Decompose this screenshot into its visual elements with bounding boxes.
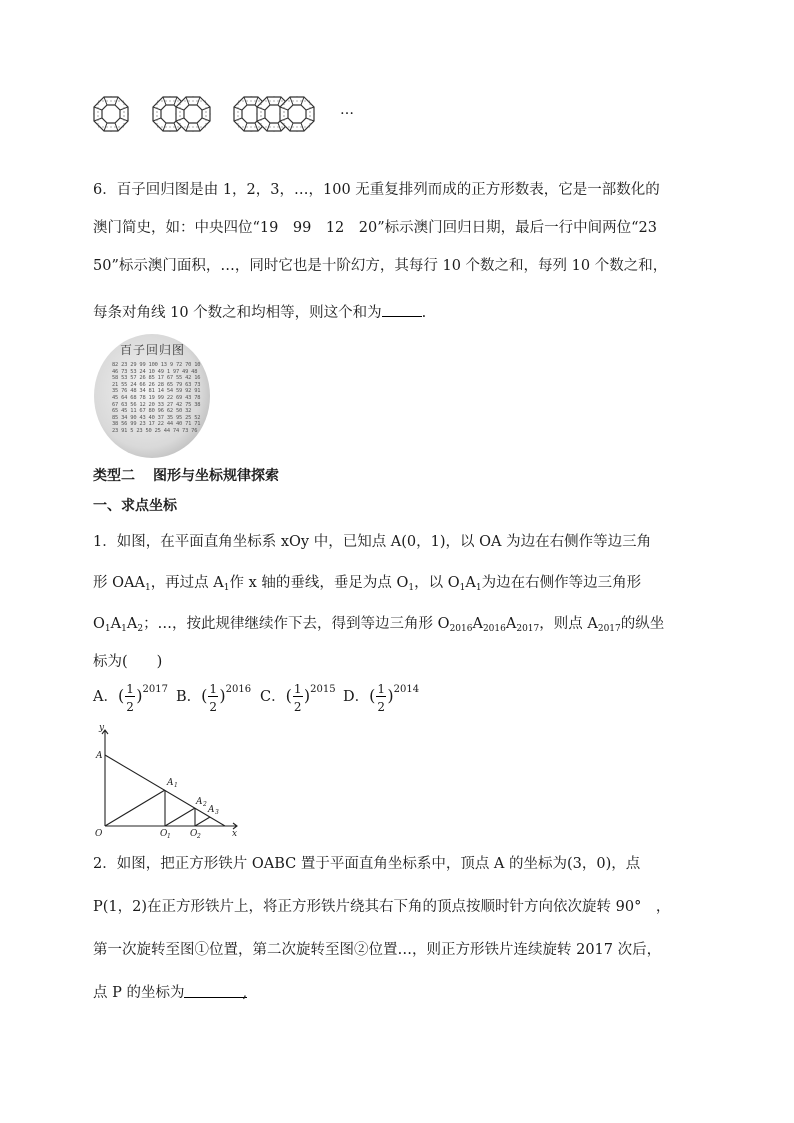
q1-text-e: A <box>465 575 476 591</box>
sub-1: 1 <box>104 624 111 634</box>
paren-open: ( <box>117 686 125 705</box>
p6-line-4 <box>93 302 426 323</box>
grid-row: 82 23 29 99 100 13 9 72 70 10 <box>112 362 201 368</box>
paren-close: ) <box>387 686 394 705</box>
exponent: 2017 <box>142 684 168 695</box>
grid-row: 67 63 56 12 20 33 27 42 75 38 <box>112 401 201 408</box>
option-letter: C． <box>260 689 286 705</box>
q1-text-k: A <box>472 616 483 632</box>
grid-row: 58 53 57 26 85 17 67 55 42 16 <box>112 375 201 382</box>
paren-close: ) <box>303 686 311 705</box>
q2-line-4-text: 点 P 的坐标为 <box>93 985 185 1001</box>
type-heading <box>93 466 279 486</box>
q2-line-2: P(1，2)在正方形铁片上，将正方形铁片绕其右下角的顶点按顺时针方向依次旋转 90° ， <box>93 899 671 915</box>
type-label: 类型二 <box>93 468 135 484</box>
paren-close: ) <box>136 686 143 705</box>
sub-heading: 一、求点坐标 <box>93 498 177 514</box>
option-c[interactable] <box>260 682 336 712</box>
label-o: O <box>95 829 103 839</box>
grid-row: 45 64 68 78 19 99 22 69 43 78 <box>112 394 201 401</box>
sub-1: 1 <box>408 583 415 593</box>
label-a1-sub: 1 <box>174 782 178 789</box>
denominator: 2 <box>377 700 386 714</box>
side-o-a1 <box>105 790 165 826</box>
fraction <box>124 682 136 712</box>
label-o2-sub: 2 <box>197 833 201 840</box>
q1-text-i: A <box>126 616 138 632</box>
sub-1: 1 <box>475 583 482 593</box>
label-a2: A <box>196 797 203 807</box>
hundred-number-figure <box>94 334 210 458</box>
label-a: A <box>96 751 103 761</box>
numerator: 1 <box>209 682 218 696</box>
q1-text-b: ，再过点 A <box>150 575 224 591</box>
option-b[interactable] <box>176 682 251 712</box>
q1-text-c: 作 x 轴的垂线，垂足为点 O <box>229 575 409 591</box>
q2-line-4 <box>93 983 247 1003</box>
p6-line-2: 澳门简史，如：中央四位“19 99 12 20”标示澳门回归日期，最后一行中间两位“23 <box>93 220 657 236</box>
grid-row: 85 34 90 43 40 37 35 95 25 52 <box>112 414 201 421</box>
figure-3-rings <box>234 97 314 131</box>
sub-2016: 2016 <box>449 624 473 634</box>
sequence-ellipsis: … <box>340 102 354 118</box>
option-letter: B． <box>176 689 202 705</box>
q2-line-1: 2．如图，把正方形铁片 OABC 置于平面直角坐标系中，顶点 A 的坐标为(3，0)，点 <box>93 856 641 872</box>
paren-close: ) <box>219 686 226 705</box>
denominator: 2 <box>126 700 134 714</box>
paren-open: ( <box>369 686 376 705</box>
figure-title: 百子回归图 <box>120 343 186 357</box>
denominator: 2 <box>209 700 218 714</box>
fraction <box>207 682 219 712</box>
q1-text-l: A <box>505 616 517 632</box>
figure-2-rings <box>153 97 210 131</box>
type-title: 图形与坐标规律探索 <box>153 468 279 484</box>
label-o2: O <box>190 829 198 839</box>
q1-text-m: ，则点 A <box>539 616 598 632</box>
denominator: 2 <box>293 700 302 714</box>
grid-row: 38 56 99 23 17 22 44 40 71 71 <box>112 421 201 428</box>
q1-text-h: A <box>110 616 122 632</box>
octagon-ring-figures <box>88 92 348 136</box>
option-letter: A． <box>93 689 118 705</box>
number-grid <box>112 362 200 435</box>
triangle-diagram <box>90 722 250 840</box>
option-a[interactable] <box>93 682 168 712</box>
q1-text-j: ；…，按此规律继续作下去，得到等边三角形 O <box>143 616 450 632</box>
numerator: 1 <box>293 682 302 696</box>
q1-line-2 <box>93 573 641 598</box>
fraction <box>292 682 304 712</box>
label-o1-sub: 1 <box>167 833 171 840</box>
sub-2017: 2017 <box>597 624 621 634</box>
sub-1: 1 <box>144 583 151 593</box>
sub-2: 2 <box>137 624 144 634</box>
q2-line-3: 第一次旋转至图①位置，第二次旋转至图②位置…，则正方形铁片连续旋转 2017 次后， <box>93 942 662 958</box>
exponent: 2016 <box>225 684 252 695</box>
side-o1-a2 <box>165 808 195 826</box>
numerator: 1 <box>377 682 386 696</box>
sub-1: 1 <box>459 583 466 593</box>
answer-blank-2[interactable]: , <box>184 985 248 1001</box>
side-o2-a3 <box>195 817 210 826</box>
p6-line-4-end: . <box>421 305 427 321</box>
q1-line-1: 1．如图，在平面直角坐标系 xOy 中，已知点 A(0，1)，以 OA 为边在右侧作等边三角 <box>93 534 652 550</box>
label-a3: A <box>208 805 215 815</box>
sub-1: 1 <box>121 624 127 634</box>
label-o1: O <box>160 829 168 839</box>
figure-1-ring <box>94 97 128 131</box>
grid-row: 65 45 11 67 80 96 62 50 32 <box>112 408 192 415</box>
p6-line-1: 6．百子回归图是由 1，2，3，…，100 无重复排列而成的正方形数表，它是一部数化的 <box>93 182 660 198</box>
sub-1: 1 <box>223 583 230 593</box>
sub-2016: 2016 <box>482 624 506 634</box>
label-a2-sub: 2 <box>203 801 207 808</box>
label-x: x <box>232 829 238 839</box>
exponent: 2015 <box>310 684 336 695</box>
label-a1: A <box>167 778 174 788</box>
p6-line-4-text: 每条对角线 10 个数之和均相等，则这个和为 <box>93 305 382 321</box>
q1-line-4: 标为( ) <box>93 654 163 670</box>
paren-open: ( <box>201 686 208 705</box>
grid-row: 35 76 48 34 81 14 54 59 92 91 <box>112 388 201 395</box>
grid-row: 23 91 5 23 50 25 44 74 73 76 <box>112 427 198 434</box>
sub-2017: 2017 <box>516 624 540 634</box>
label-y: y <box>99 723 105 733</box>
label-a3-sub: 3 <box>215 809 219 816</box>
q1-text-f: 为边在右侧作等边三角形 <box>481 575 642 591</box>
option-letter: D． <box>343 689 370 705</box>
q1-text-d: ，以 O <box>414 575 460 591</box>
option-d[interactable] <box>343 682 419 712</box>
grid-row: 21 55 24 66 26 28 65 79 63 73 <box>112 381 201 388</box>
exponent: 2014 <box>393 684 420 695</box>
fraction <box>375 682 387 712</box>
numerator: 1 <box>126 682 134 696</box>
q1-line-3 <box>93 614 664 639</box>
q1-text-a: 形 OAA <box>93 575 145 591</box>
p6-line-3: 50”标示澳门面积，…，同时它也是十阶幻方，其每行 10 个数之和，每列 10 个数之和， <box>93 258 668 274</box>
q1-text-g: O <box>93 616 105 632</box>
q1-text-n: 的纵坐 <box>620 616 665 632</box>
answer-blank[interactable] <box>382 302 422 317</box>
paren-open: ( <box>285 686 292 705</box>
grid-row: 46 73 53 24 10 49 1 97 49 48 <box>112 368 198 375</box>
